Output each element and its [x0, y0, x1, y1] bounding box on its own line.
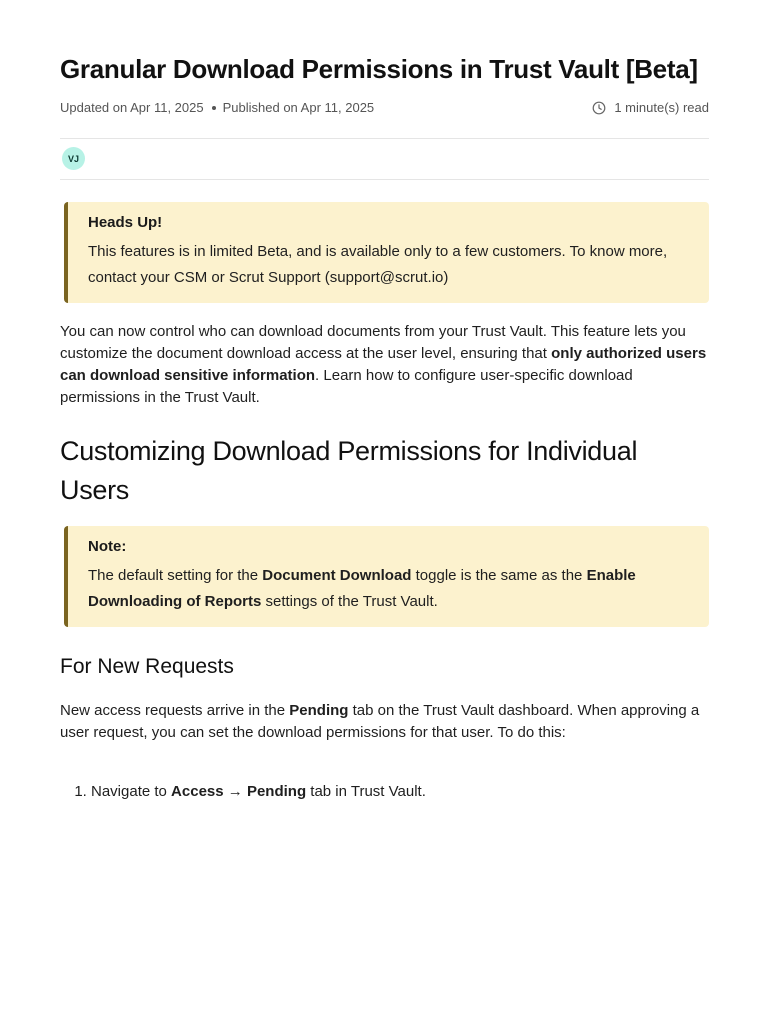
article-dates [60, 100, 374, 115]
meta-divider-top [60, 138, 709, 139]
intro-text-1: You can now control who can download documents from your Trust Vault. This feature lets you customize the document download access at the user level, ensuring that [60, 323, 686, 362]
meta-divider-bottom [60, 179, 709, 180]
published-date: Published on Apr 11, 2025 [222, 100, 375, 115]
step-text-1: Navigate to [91, 783, 172, 800]
clock-icon [592, 101, 606, 115]
note-text-3: settings of the Trust Vault. [261, 593, 438, 610]
new-requests-text-2: tab on the Trust Vault dashboard. When approving a user request, you can set the download permissions for that user. To do this: [60, 702, 700, 741]
note-body [88, 563, 689, 615]
step-arrow: → [223, 783, 247, 800]
author-avatar[interactable]: VJ [62, 147, 85, 170]
intro-paragraph [60, 321, 709, 409]
new-requests-paragraph [60, 700, 709, 744]
heads-up-body: This features is in limited Beta, and is available only to a few customers. To know more, contact your CSM or Scrut Support (support@scrut.io) [88, 243, 668, 286]
heads-up-title: Heads Up! [88, 214, 163, 231]
note-bold-1: Document Download [262, 567, 412, 584]
intro-bold: only authorized users can download sensitive information [60, 345, 707, 384]
heads-up-callout [64, 202, 709, 303]
section-heading: Customizing Download Permissions for Individual Users [60, 436, 638, 505]
step-item [91, 781, 426, 803]
step-bold-access: Access [171, 783, 224, 800]
read-time [592, 100, 709, 115]
note-text-2: toggle is the same as the [411, 567, 587, 584]
note-bold-2: Enable Downloading of Reports [88, 567, 636, 610]
subsection-heading: For New Requests [60, 655, 234, 678]
meta-separator-dot [212, 106, 216, 110]
step-text-2: tab in Trust Vault. [306, 783, 426, 800]
read-time-label: 1 minute(s) read [614, 100, 709, 115]
step-bold-pending: Pending [246, 783, 307, 800]
intro-text-2: . Learn how to configure user-specific download permissions in the Trust Vault. [60, 367, 633, 406]
note-title: Note: [88, 538, 127, 555]
new-requests-bold: Pending [289, 702, 349, 719]
new-requests-text-1: New access requests arrive in the [60, 702, 290, 719]
note-text-1: The default setting for the [88, 567, 263, 584]
note-callout [64, 526, 709, 627]
steps-list [60, 781, 426, 803]
article-title: Granular Download Permissions in Trust Vault [Beta] [60, 54, 698, 84]
article-meta [60, 100, 709, 118]
updated-date: Updated on Apr 11, 2025 [60, 100, 204, 115]
